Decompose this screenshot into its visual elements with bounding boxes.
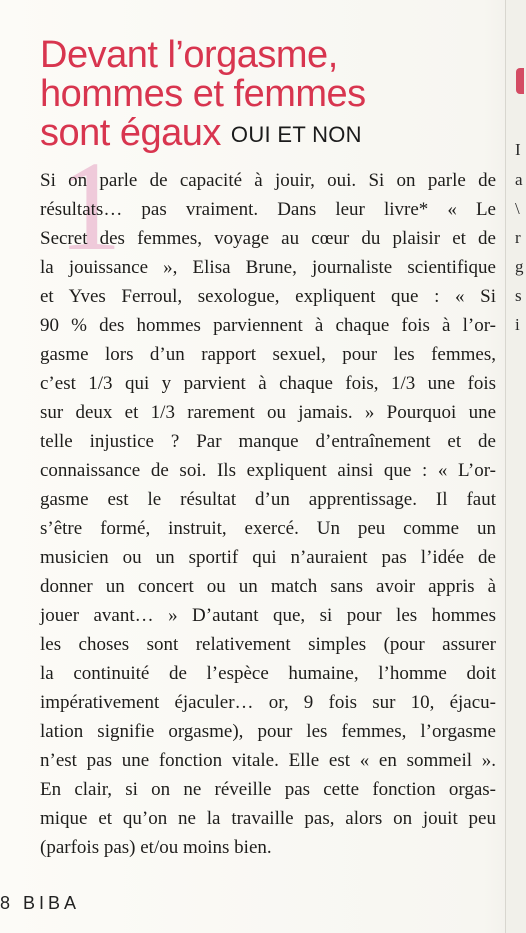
body-line: les choses sont relativement simples (pour assurer (40, 634, 496, 655)
headline (40, 36, 510, 154)
headline-line: Devant l’orgasme, (40, 34, 338, 76)
body-line: la jouissance », Elisa Brune, journaliste scientifique (40, 257, 496, 278)
body-line: impérativement éjaculer… or, 9 fois sur 10, éjacu- (40, 692, 496, 713)
adjacent-letter: s (515, 286, 522, 305)
adjacent-letter: \ (515, 199, 520, 218)
body-line: jouer avant… » D’autant que, si pour les hommes (40, 605, 496, 626)
body-line: gasme lors d’un rapport sexuel, pour les femmes, (40, 344, 496, 365)
body-line: Secret des femmes, voyage au cœur du plaisir et de (40, 228, 496, 249)
body-line: donner un concert ou un match sans avoir appris à (40, 576, 496, 597)
adjacent-letter: g (515, 257, 524, 276)
article-body (40, 166, 496, 862)
headline-line: hommes et femmes (40, 73, 366, 115)
body-line: et Yves Ferroul, sexologue, expliquent que : « Si (40, 286, 496, 307)
body-line: musicien ou un sportif qui n’auraient pas l’idée de (40, 547, 496, 568)
page-footer: 8 BIBA (0, 893, 81, 913)
body-line: Si on parle de capacité à jouir, oui. Si on parle de (40, 170, 496, 191)
adjacent-letter: I (515, 140, 521, 159)
body-line: (parfois pas) et/ou moins bien. (40, 837, 272, 858)
body-line: n’est pas une fonction vitale. Elle est « en sommeil ». (40, 750, 496, 771)
body-line: 90 % des hommes parviennent à chaque fois à l’or- (40, 315, 496, 336)
body-line: c’est 1/3 qui y parvient à chaque fois, 1/3 une fois (40, 373, 496, 394)
body-line: connaissance de soi. Ils expliquent ainsi que : « L’or- (40, 460, 496, 481)
body-line: En clair, si on ne réveille pas cette fonction orgas- (40, 779, 496, 800)
adjacent-letter: a (515, 170, 523, 189)
section-number: 1 (58, 135, 122, 277)
body-line: résultats… pas vraiment. Dans leur livre* « Le (40, 199, 496, 220)
body-line: lation signifie orgasme), pour les femmes, l’orgasme (40, 721, 496, 742)
body-line: gasme est le résultat d’un apprentissage. Il faut (40, 489, 496, 510)
headline-line-text: sont égaux (40, 112, 221, 154)
article-heading (40, 36, 510, 154)
body-line: telle injustice ? Par manque d’entraînement et de (40, 431, 496, 452)
body-line: sur deux et 1/3 rarement ou jamais. » Pourquoi une (40, 402, 496, 423)
adjacent-letter: r (515, 228, 521, 247)
headline-line-last (40, 114, 510, 154)
body-line: s’être formé, instruit, exercé. Un peu comme un (40, 518, 496, 539)
body-line: la continuité de l’espèce humaine, l’homme doit (40, 663, 496, 684)
adjacent-letter: i (515, 315, 520, 334)
adjacent-heading-accent (516, 68, 524, 94)
verdict-label: OUI ET NON (230, 122, 362, 147)
body-line: mique et qu’on ne la travaille pas, alors on jouit peu (40, 808, 496, 829)
